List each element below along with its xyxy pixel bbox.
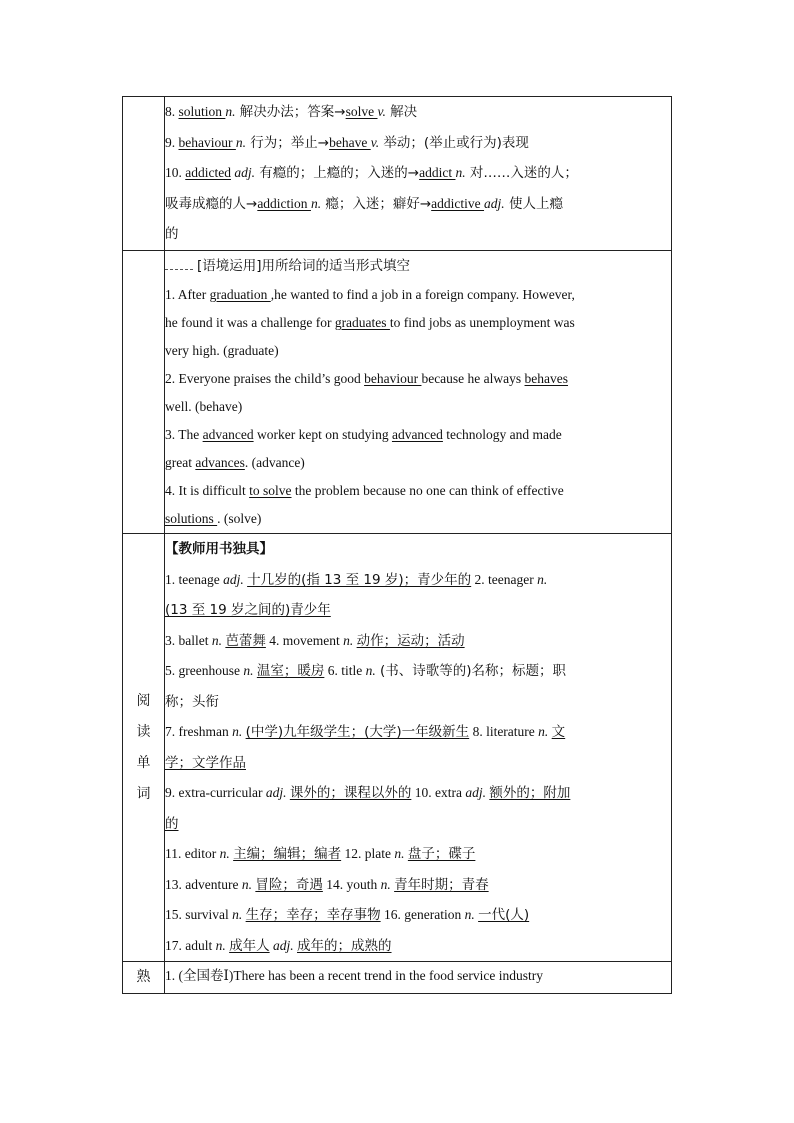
line-text: 1. (全国卷Ⅰ)There has been a recent trend in the food service industry xyxy=(165,968,543,983)
answer-text: advances xyxy=(195,455,245,470)
line-text: 称；头衔 xyxy=(165,693,219,710)
text-line xyxy=(165,900,671,931)
context-heading: [语境运用]用所给词的适当形式填空 xyxy=(197,257,411,274)
answer-text: addiction xyxy=(257,195,311,211)
line-text: ,he wanted to find a job in a foreign company. However, xyxy=(270,287,575,302)
line-text: n. xyxy=(455,165,466,180)
line-text: n. xyxy=(232,724,243,739)
line-text: 2. Everyone praises the child’s good xyxy=(165,371,365,386)
line-text: 举动；(举止或行为)表现 xyxy=(379,134,529,151)
line-text: well. (behave) xyxy=(165,399,243,414)
reading-side-label xyxy=(123,686,164,810)
line-text: he found it was a challenge for xyxy=(165,315,335,330)
vocab-cell xyxy=(165,97,672,251)
answer-text: behaviour xyxy=(364,371,422,386)
answer-text: 温室；暖房 xyxy=(256,663,325,679)
line-text: adj. xyxy=(465,785,486,800)
last-side-label: 熟 xyxy=(136,969,151,985)
line-text: 6. title xyxy=(324,663,366,678)
line-text: n. xyxy=(538,724,549,739)
text-line xyxy=(165,565,671,596)
reading-lines xyxy=(165,565,671,962)
line-text: 15. survival xyxy=(165,907,233,922)
answer-text: 成年的；成熟的 xyxy=(297,937,392,954)
line-text: v. xyxy=(377,104,386,119)
line-text: 4. movement xyxy=(265,632,344,648)
line-text: n. xyxy=(310,195,322,211)
last-cell xyxy=(165,962,672,994)
line-text: n. xyxy=(365,663,376,678)
line-text: 5. greenhouse xyxy=(165,663,244,678)
answer-text: 课外的；课程以外的 xyxy=(289,785,412,801)
line-text: 1. After xyxy=(165,287,210,302)
line-text: 使人上瘾 xyxy=(504,195,563,212)
text-line xyxy=(165,809,671,840)
line-text: n. xyxy=(380,876,391,892)
text-line xyxy=(165,97,671,128)
line-text: n. xyxy=(343,632,354,648)
line-text: 11. editor xyxy=(165,846,220,861)
line-text: 2. teenager xyxy=(471,571,538,587)
text-line xyxy=(165,962,671,990)
text-line xyxy=(165,748,671,779)
answer-text: 学；文学作品 xyxy=(165,754,246,771)
blank-mark xyxy=(165,258,193,270)
answer-text: 生存；幸存；幸存事物 xyxy=(245,907,381,923)
text-line xyxy=(165,687,671,718)
line-text: to find jobs as unemployment was xyxy=(389,315,575,330)
answer-text: addictive xyxy=(431,195,485,211)
line-text: 解决办法；答案→ xyxy=(235,104,346,120)
text-line xyxy=(165,365,671,393)
text-line xyxy=(165,449,671,477)
context-lines xyxy=(165,281,671,533)
context-cell xyxy=(165,250,672,534)
line-text: n. xyxy=(219,846,230,861)
line-text: n. xyxy=(225,104,236,119)
worksheet-table xyxy=(122,96,672,994)
side-label-char: 单 xyxy=(136,754,151,771)
line-text: 13. adventure xyxy=(165,876,242,892)
line-text: 解决 xyxy=(385,104,418,120)
answer-text: 冒险；奇遇 xyxy=(255,876,323,893)
answer-text: graduates xyxy=(334,315,390,330)
line-text: n. xyxy=(211,632,222,648)
text-line xyxy=(165,128,671,159)
line-text: 14. youth xyxy=(322,876,381,892)
line-text: 4. It is difficult xyxy=(165,483,250,498)
line-text: n. xyxy=(241,876,252,892)
text-line xyxy=(165,337,671,365)
answer-text: 文 xyxy=(551,724,566,740)
text-line xyxy=(165,626,671,657)
text-line xyxy=(165,931,671,962)
line-text: 1. teenage xyxy=(165,571,224,587)
reading-side-cell xyxy=(123,534,165,962)
answer-text: (13 至 19 岁之间的)青少年 xyxy=(165,602,331,618)
line-text: 8. xyxy=(165,104,179,119)
line-text: . (solve) xyxy=(217,511,262,526)
text-line xyxy=(165,505,671,533)
line-text: n. xyxy=(232,907,243,922)
line-text: 10. xyxy=(165,165,186,180)
answer-text: behaviour xyxy=(178,134,236,150)
line-text: 3. The xyxy=(165,427,203,442)
text-line xyxy=(165,656,671,687)
line-text: 对……入迷的人； xyxy=(465,165,578,181)
line-text: 9. xyxy=(165,134,179,150)
line-text: very high. (graduate) xyxy=(165,343,279,358)
line-text: because he always xyxy=(421,371,525,386)
line-text: technology and made xyxy=(442,427,562,442)
answer-text: solve xyxy=(345,104,378,119)
line-text: 有瘾的；上瘾的；入迷的→ xyxy=(255,165,420,181)
vocab-lines xyxy=(165,97,671,250)
line-text: n. xyxy=(235,134,246,150)
answer-text: 主编；编辑；编者 xyxy=(233,846,342,862)
line-text: v. xyxy=(370,134,380,150)
line-text: worker kept on studying xyxy=(253,427,392,442)
reading-cell xyxy=(165,534,672,962)
text-line xyxy=(165,281,671,309)
answer-text: advanced xyxy=(202,427,254,442)
line-text: the problem because no one can think of effective xyxy=(291,483,564,498)
answer-text: behave xyxy=(329,134,371,150)
answer-text: 动作；运动；活动 xyxy=(356,632,465,649)
text-line xyxy=(165,421,671,449)
line-text: 瘾；入迷；癖好→ xyxy=(321,195,432,212)
side-label-char: 阅 xyxy=(136,692,151,709)
answer-text: 的 xyxy=(165,815,179,832)
answer-text: 芭蕾舞 xyxy=(225,632,266,649)
line-text: (书、诗歌等的)名称；标题；职 xyxy=(375,663,567,679)
line-text: n. xyxy=(243,663,254,678)
answer-text: graduation xyxy=(209,287,271,302)
answer-text: 青年时期；青春 xyxy=(394,876,489,893)
line-text: 的 xyxy=(165,226,179,242)
reading-heading: 【教师用书独具】 xyxy=(165,541,273,557)
text-line xyxy=(165,717,671,748)
text-line xyxy=(165,158,671,189)
line-text: adj. xyxy=(265,785,287,800)
line-text: 10. extra xyxy=(411,785,466,800)
side-cell-empty xyxy=(123,97,165,251)
text-line xyxy=(165,309,671,337)
line-text: 3. ballet xyxy=(165,632,212,648)
line-text: adj. xyxy=(484,195,505,211)
side-label-char: 词 xyxy=(136,785,151,802)
line-text: n. xyxy=(215,937,226,953)
line-text: n. xyxy=(537,571,548,587)
line-text: 12. plate xyxy=(341,846,395,861)
line-text: 吸毒成瘾的人→ xyxy=(165,195,258,212)
answer-text: 成年人 xyxy=(229,937,270,954)
side-label-char: 读 xyxy=(136,723,151,740)
answer-text: solutions xyxy=(165,511,218,526)
context-heading-line xyxy=(165,251,671,282)
answer-text: to solve xyxy=(249,483,292,498)
last-row xyxy=(123,962,672,994)
text-line xyxy=(165,219,671,250)
answer-text: addict xyxy=(419,165,456,180)
line-text: . (advance) xyxy=(244,455,305,470)
context-row xyxy=(123,250,672,534)
line-text: n. xyxy=(394,846,405,861)
last-lines xyxy=(165,962,671,990)
answer-text: 十几岁的(指 13 至 19 岁)；青少年的 xyxy=(247,571,472,588)
vocab-row xyxy=(123,97,672,251)
answer-text: addicted xyxy=(185,165,231,180)
line-text: 行为；举止→ xyxy=(245,134,330,151)
last-side-cell xyxy=(123,962,165,994)
answer-text: 额外的；附加 xyxy=(489,785,571,801)
text-line xyxy=(165,189,671,220)
text-line xyxy=(165,477,671,505)
line-text: 9. extra-curricular xyxy=(165,785,266,800)
answer-text: behaves xyxy=(524,371,569,386)
line-text: adj. xyxy=(223,571,244,587)
side-cell-empty-2 xyxy=(123,250,165,534)
line-text: 16. generation xyxy=(380,907,465,922)
line-text: n. xyxy=(464,907,475,922)
line-text: 17. adult xyxy=(165,937,216,953)
answer-text: advanced xyxy=(391,427,443,442)
line-text: adj. xyxy=(234,165,255,180)
text-line xyxy=(165,870,671,901)
text-line xyxy=(165,393,671,421)
line-text: 8. literature xyxy=(469,724,539,739)
answer-text: (中学)九年级学生；(大学)一年级新生 xyxy=(245,724,470,740)
answer-text: 一代(人) xyxy=(478,907,530,923)
text-line xyxy=(165,778,671,809)
text-line xyxy=(165,839,671,870)
reading-row xyxy=(123,534,672,962)
line-text: 7. freshman xyxy=(165,724,233,739)
answer-text: solution xyxy=(178,104,226,119)
line-text: adj. xyxy=(273,937,294,953)
answer-text: 盘子；碟子 xyxy=(407,846,476,862)
text-line xyxy=(165,595,671,626)
line-text: great xyxy=(165,455,196,470)
